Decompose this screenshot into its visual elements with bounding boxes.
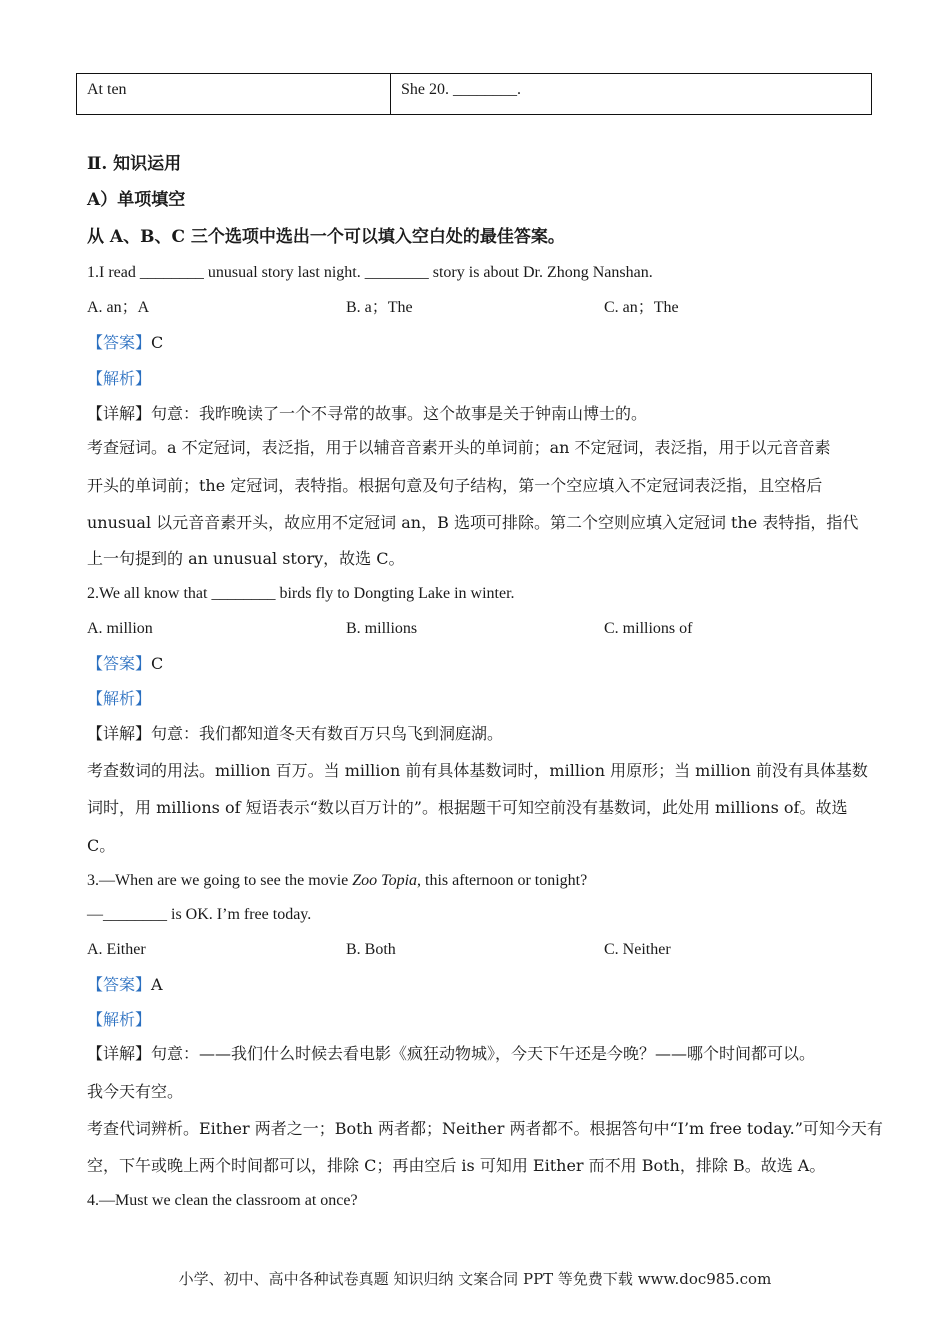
q1-explanation-line-4: 上一句提到的 an unusual story，故选 C。: [87, 549, 405, 568]
q2-option-b: B. millions: [346, 620, 418, 637]
q1-stem: 1.I read ________ unusual story last night. ________ story is about Dr. Zhong Nanshan.: [87, 264, 653, 281]
label-tag: 【解析】: [87, 689, 152, 708]
section-heading: Ⅱ. 知识运用: [87, 154, 182, 174]
label-tag: 【解析】: [87, 1010, 152, 1029]
q3-explanation-line-2: 空，下午或晚上两个时间都可以，排除 C；再由空后 is 可知用 Either 而不用 Both，排除 B。故选 A。: [87, 1156, 826, 1175]
q3-stem-start: 3.—When are we going to see the movie: [87, 872, 353, 889]
q1-option-c: C. an；The: [604, 299, 679, 316]
q3-stem-end: , this afternoon or tonight?: [417, 872, 588, 889]
q2-answer: 【答案】C: [87, 654, 164, 673]
q2-option-c: C. millions of: [604, 620, 693, 637]
q3-stem: [87, 871, 587, 891]
q3-option-a: A. Either: [87, 941, 146, 958]
q3-answer: 【答案】A: [87, 975, 163, 994]
q3-movie-title: Zoo Topia: [352, 872, 418, 889]
q1-detail: 【详解】句意：我昨晚读了一个不寻常的故事。这个故事是关于钟南山博士的。: [87, 404, 648, 423]
label-tag: 【解析】: [87, 369, 152, 388]
q1-answer: 【答案】C: [87, 333, 164, 352]
section-instruction: 从 A、B、C 三个选项中选出一个可以填入空白处的最佳答案。: [87, 227, 565, 247]
q2-analysis-label: [87, 689, 151, 709]
q1-explanation-line-3: unusual 以元音音素开头，故应用不定冠词 an，B 选项可排除。第二个空则应填入定冠词 the 表特指，指代: [87, 513, 859, 532]
label-tag: 【答案】: [87, 654, 152, 673]
label-tag: 【答案】: [87, 333, 152, 352]
table-cell-time: At ten: [77, 74, 391, 114]
q2-explanation-line-1: 考查数词的用法。million 百万。当 million 前有具体基数词时，million 用原形；当 million 前没有具体基数: [87, 761, 868, 780]
answer-table-row: [76, 73, 872, 115]
q3-analysis-label: [87, 1010, 151, 1030]
q1-option-a: A. an；A: [87, 299, 150, 316]
q2-stem: 2.We all know that ________ birds fly to Dongting Lake in winter.: [87, 585, 515, 602]
q3-explanation-line-1: 考查代词辨析。Either 两者之一；Both 两者都；Neither 两者都不。根据答句中“I’m free today.”可知今天有: [87, 1119, 883, 1138]
q4-stem: 4.—Must we clean the classroom at once?: [87, 1192, 358, 1209]
q1-explanation-line-2: 开头的单词前；the 定冠词，表特指。根据句意及句子结构，第一个空应填入不定冠词表泛指，且空格后: [87, 476, 823, 495]
q3-detail-line-2: 我今天有空。: [87, 1082, 184, 1101]
q3-stem-reply: —________ is OK. I’m free today.: [87, 906, 312, 923]
q1-analysis-label: [87, 369, 151, 389]
q3-option-c: C. Neither: [604, 941, 671, 958]
q2-detail: 【详解】句意：我们都知道冬天有数百万只鸟飞到洞庭湖。: [87, 724, 504, 743]
page-footer: 小学、初中、高中各种试卷真题 知识归纳 文案合同 PPT 等免费下载 www.doc985.com: [178, 1270, 772, 1288]
label-tag: 【答案】: [87, 975, 152, 994]
section-subheading: A）单项填空: [87, 190, 186, 210]
q2-explanation-line-2: 词时，用 millions of 短语表示“数以百万计的”。根据题干可知空前没有基数词，此处用 millions of。故选: [87, 798, 848, 817]
q3-detail: 【详解】句意：——我们什么时候去看电影《疯狂动物城》，今天下午还是今晚？——哪个时间都可以。: [87, 1044, 816, 1063]
q1-option-b: B. a；The: [346, 299, 413, 316]
table-cell-blank-20: She 20. ________.: [401, 81, 521, 98]
q1-explanation-line-1: 考查冠词。a 不定冠词，表泛指，用于以辅音音素开头的单词前；an 不定冠词，表泛指，用于以元音音素: [87, 438, 831, 457]
q3-option-b: B. Both: [346, 941, 396, 958]
q2-option-a: A. million: [87, 620, 153, 637]
q2-explanation-line-3: C。: [87, 836, 116, 855]
